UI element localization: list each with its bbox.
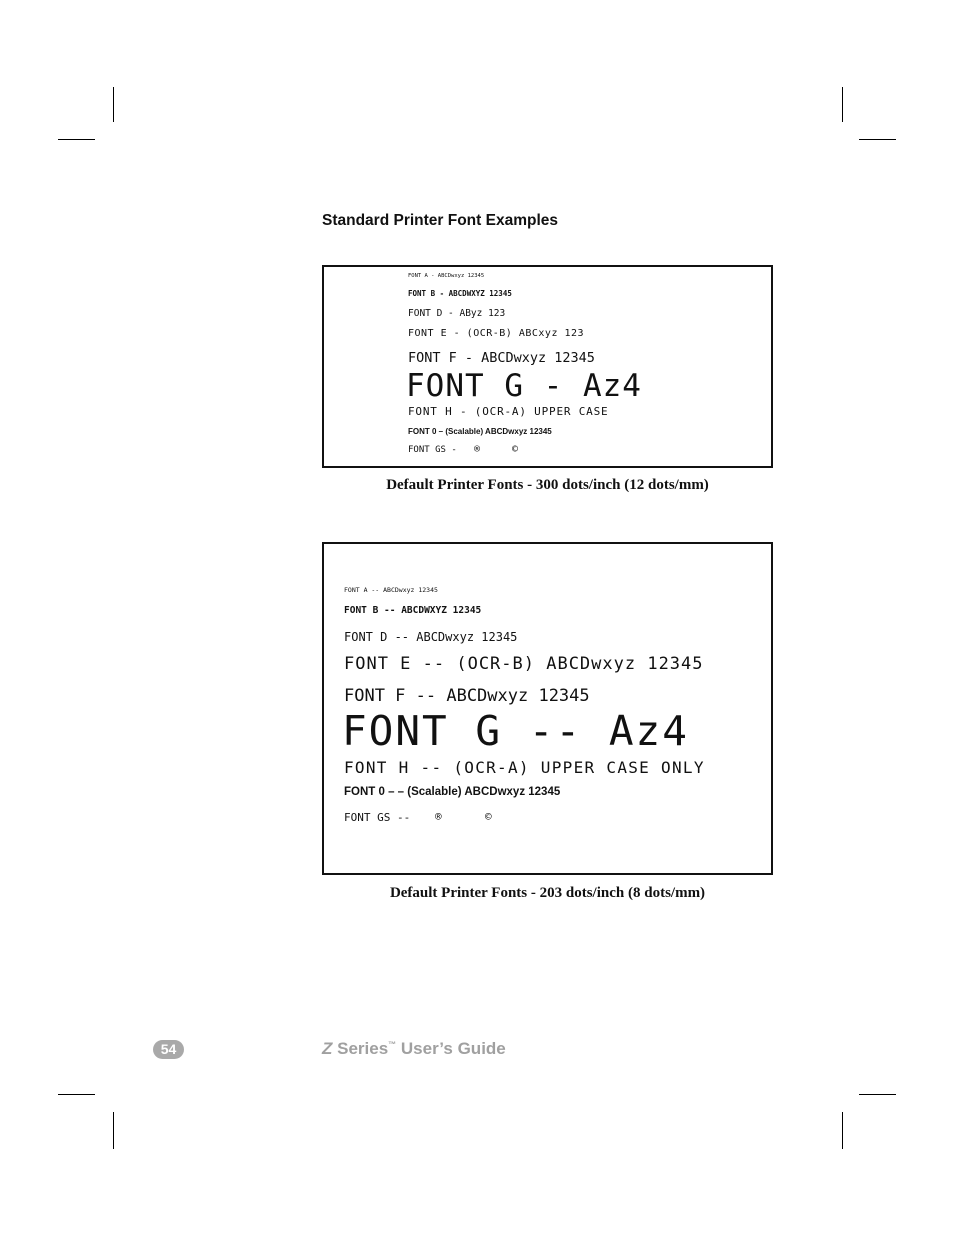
registered-symbol: ®: [435, 810, 442, 823]
font-sample-203dpi: [322, 542, 773, 875]
crop-mark: [113, 87, 114, 122]
font-sample-300dpi: [322, 265, 773, 468]
copyright-symbol: ©: [485, 810, 492, 823]
caption-300dpi: Default Printer Fonts - 300 dots/inch (12 dots/mm): [386, 477, 709, 493]
section-heading: Standard Printer Font Examples: [322, 212, 558, 229]
font-h-line: FONT H - (OCR-A) UPPER CASE: [408, 405, 609, 418]
crop-mark: [842, 1112, 843, 1149]
trademark-symbol: ™: [388, 1040, 397, 1049]
font-gs-line: FONT GS --: [344, 811, 411, 824]
font-gs-line: FONT GS -: [408, 445, 457, 455]
font-0-line: FONT 0 – – (Scalable) ABCDwxyz 12345: [344, 786, 561, 798]
footer-guide-title: [322, 1039, 506, 1059]
font-b-line: FONT B - ABCDWXYZ 12345: [408, 289, 512, 298]
crop-mark: [859, 1094, 896, 1095]
series-word: Series: [332, 1039, 389, 1058]
guide-word: User’s Guide: [396, 1039, 506, 1058]
font-0-line: FONT 0 – (Scalable) ABCDwxyz 12345: [408, 427, 552, 436]
registered-symbol: ®: [474, 444, 481, 455]
font-a-line: FONT A -- ABCDwxyz 12345: [344, 586, 438, 594]
font-d-line: FONT D -- ABCDwxyz 12345: [344, 630, 518, 644]
crop-mark: [58, 139, 95, 140]
font-h-line: FONT H -- (OCR-A) UPPER CASE ONLY: [344, 758, 705, 777]
font-f-line: FONT F - ABCDwxyz 12345: [408, 350, 595, 366]
font-g-line: FONT G - Az4: [406, 368, 642, 404]
crop-mark: [859, 139, 896, 140]
crop-mark: [842, 87, 843, 122]
font-d-line: FONT D - AByz 123: [408, 308, 506, 319]
font-e-line: FONT E -- (OCR-B) ABCDwxyz 12345: [344, 654, 704, 674]
caption-203dpi: Default Printer Fonts - 203 dots/inch (8 dots/mm): [389, 885, 706, 901]
page-number-badge: 54: [153, 1040, 184, 1059]
series-letter: Z: [322, 1039, 333, 1058]
font-e-line: FONT E - (OCR-B) ABCxyz 123: [408, 328, 585, 339]
crop-mark: [113, 1112, 114, 1149]
crop-mark: [58, 1094, 95, 1095]
font-a-line: FONT A - ABCDwxyz 12345: [408, 273, 485, 279]
font-b-line: FONT B -- ABCDWXYZ 12345: [344, 605, 482, 616]
font-g-line: FONT G -- Az4: [342, 707, 689, 755]
copyright-symbol: ©: [512, 444, 519, 455]
font-f-line: FONT F -- ABCDwxyz 12345: [344, 686, 590, 706]
